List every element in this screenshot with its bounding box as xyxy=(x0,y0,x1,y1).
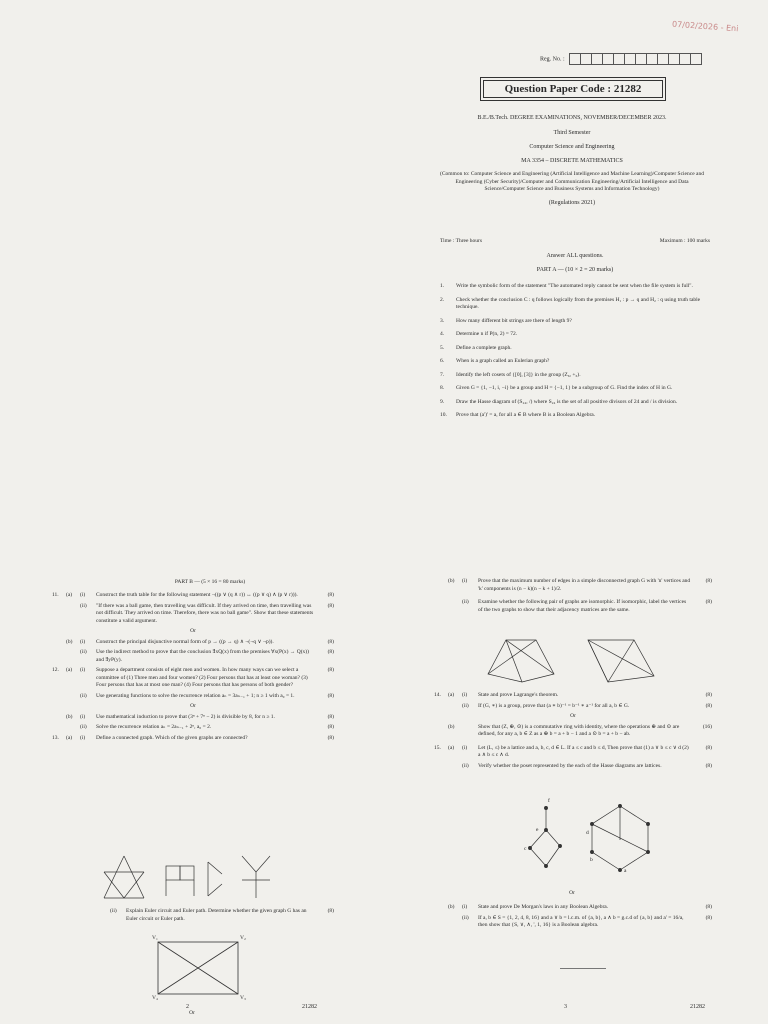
subject: MA 3354 – DISCRETE MATHEMATICS xyxy=(521,158,623,164)
time-marks-row xyxy=(440,238,710,246)
hasse-label-b: b xyxy=(590,857,593,863)
end-divider xyxy=(560,968,606,969)
part-b-title: PART B — (5 × 16 = 80 marks) xyxy=(174,579,246,585)
q12a-ii: (ii) Use generating functions to solve the recurrence relation aₙ = 3aₙ₋₁ + 1; n ≥ 1 with a₀ = 1. (8) xyxy=(80,692,334,699)
part-a-q2: 2. Check whether the conclusion C : q follows logically from the premises H₁ : p → q and H₂ : q using truth table technique. xyxy=(440,296,701,310)
isomorphic-graphs-figure xyxy=(484,636,664,686)
reg-no xyxy=(540,53,702,65)
part-a-q9: 9. Draw the Hasse diagram of (S₂₄, /) where S₂₄ is the set of all positive divisors of 24 and / is division. xyxy=(440,398,678,405)
hasse-label-c: c xyxy=(524,846,527,852)
q11b-ii: (ii) Use the indirect method to prove that the conclusion ∃xQ(x) from the premises ∀x(P(x) → Q(x)) and ∃yP(y). (8) xyxy=(80,649,334,663)
part-a-q8: 8. Given G = {1, −1, i, −i} be a group and H = {−1, 1} be a subgroup of G. Find the index of H in G. xyxy=(440,385,673,391)
q12a-i: 12. (a) (i) Suppose a department consists of eight men and women. In how many ways can we select a committee of (1) Three men and four women? (2) Four persons that has at least one woman? (3) Four persons that has at most one man? (4) Four persons that has persons of both gender? (8) xyxy=(52,667,334,688)
hasse-diagrams-figure xyxy=(520,800,660,880)
department: Computer Science and Engineering xyxy=(529,144,615,150)
right-questions-2 xyxy=(434,692,712,770)
q15b-ii: (ii) If a, b ∈ S = {1, 2, 4, 8, 16} and a ∨ b = l.c.m. of {a, b}, a ∧ b = g.c.d of {a, b} and a' = 16/a, then show that {S, ∨, ∧, ', 1, 16} is a Boolean algebra. (8) xyxy=(462,914,712,928)
q13a-ii: (ii) Explain Euler circuit and Euler path. Determine whether the given graph G has an Euler circuit or Euler path. (8) xyxy=(110,908,334,922)
right-questions-3 xyxy=(434,904,712,930)
or-5: Or xyxy=(569,890,575,896)
q11b-i: (b) (i) Construct the principal disjunctive normal form of p → ((p → q) ∧ ¬(¬q ∨ ¬p)). (8) xyxy=(66,638,334,645)
reg-no-label: Reg. No. : xyxy=(540,56,565,63)
part-a-q10: 10. Prove that (a')' = a, for all a ∈ B where B is a Boolean Algebra. xyxy=(440,412,596,418)
connectivity-graphs-figure xyxy=(96,852,296,904)
hasse-label-e: e xyxy=(536,827,539,833)
part-a-q5: 5. Define a complete graph. xyxy=(440,344,512,351)
q14a-ii: (ii) If (G, ∗) is a group, prove that (a ∗ b)⁻¹ = b⁻¹ ∗ a⁻¹ for all a, b ∈ G. (8) xyxy=(462,702,712,709)
part-a-q3: 3. How many different bit strings are there of length 9? xyxy=(440,317,572,324)
q14a-i: 14. (a) (i) State and prove Lagrange's theorem. (8) xyxy=(434,692,712,698)
exam-title: B.E./B.Tech. DEGREE EXAMINATIONS, NOVEMBER/DECEMBER 2023. xyxy=(477,115,667,121)
q12b-i: (b) (i) Use mathematical induction to prove that (3ⁿ + 7ⁿ − 2) is divisible by 8, for n ≥ 1. (8) xyxy=(66,713,334,720)
page-right-code: 21282 xyxy=(690,1004,705,1010)
euler-v3: V₃ xyxy=(240,995,246,1001)
q12b-ii: (ii) Solve the recurrence relation aₙ = 2aₙ₋₁ + 2ⁿ, a₀ = 2. (8) xyxy=(80,724,334,730)
page-left-code: 21282 xyxy=(302,1004,317,1010)
part-a-list xyxy=(440,283,712,420)
or-2: Or xyxy=(190,703,196,709)
q13b-ii: (ii) Examine whether the following pair of graphs are isomorphic. If isomorphic, label the vertices of the two graphs to show that their adjacency matrices are the same. (8) xyxy=(462,599,712,613)
page-left-num: 2 xyxy=(186,1004,189,1010)
part-a-q7: 7. Identify the left cosets of {[0], [3]} in the group (Z₆, +₆). xyxy=(440,371,581,378)
header-block xyxy=(440,114,704,207)
hasse-label-f: f xyxy=(548,798,550,804)
euler-v1: V₁ xyxy=(152,935,158,941)
part-a-q4: 4. Determine n if P(n, 2) = 72. xyxy=(440,331,518,337)
page-right-num: 3 xyxy=(564,1004,567,1010)
or-4: Or xyxy=(570,713,576,719)
euler-graph-figure xyxy=(150,934,250,1002)
common-to: (Common to: Computer Science and Engineering (Artificial Intelligence and Machine Learning)/Computer Science and Engineering (Cyber Security)/Computer and Communication Engineering/Artificial Intelligence and Data Science/Computer Science and Business Systems and Information Technology) xyxy=(440,171,704,192)
q13a-i: 13. (a) (i) Define a connected graph. Which of the given graphs are connected? (8) xyxy=(52,734,334,741)
q15b-i: (b) (i) State and prove De Morgan's laws in any Boolean Algebra. (8) xyxy=(448,904,712,910)
answer-all: Answer ALL questions. xyxy=(546,253,604,259)
max-marks: Maximum : 100 marks xyxy=(659,238,710,244)
question-paper-code: Question Paper Code : 21282 xyxy=(483,80,663,98)
part-a-title: PART A — (10 × 2 = 20 marks) xyxy=(536,267,614,273)
q14b: (b) Show that (Z, ⊕, ⊙) is a commutative ring with identity, where the operations ⊕ and ⊙ are defined, for any a, b ∈ Z as a ⊕ b = a + b − 1 and a ⊙ b = a + b − ab. (16) xyxy=(448,723,712,737)
q15a-ii: (ii) Verify whether the poset represented by the each of the Hasse diagrams are lattices. (8) xyxy=(462,762,712,769)
semester: Third Semester xyxy=(553,130,591,136)
hasse-label-a: a xyxy=(624,868,627,874)
handwritten-date: 07/02/2026 - Eni xyxy=(671,19,739,34)
or-3: Or xyxy=(189,1010,195,1016)
euler-v4: V₄ xyxy=(152,995,158,1001)
part-a-q6: 6. When is a graph called an Eulerian graph? xyxy=(440,358,550,364)
or-1: Or xyxy=(190,628,196,634)
reg-no-boxes xyxy=(570,56,702,62)
time: Time : Three hours xyxy=(440,238,483,244)
left-questions xyxy=(52,592,334,742)
q11a-i: 11. (a) (i) Construct the truth table for the following statement ¬((p ∨ (q ∧ r)) ↔ ((p ∨ q) ∧ (p ∨ r))). (8) xyxy=(52,592,334,598)
regulations: (Regulations 2021) xyxy=(548,199,596,206)
euler-v2: V₂ xyxy=(240,935,246,941)
part-a-q1: 1. Write the symbolic form of the statement "The automated reply cannot be sent when the file system is full". xyxy=(440,283,693,289)
q13b-i: (b) (i) Prove that the maximum number of edges in a simple disconnected graph G with 'n' vertices and 'k' components is (n − k)(n − k + 1)/2. (8) xyxy=(448,578,712,592)
q11a-ii: (ii) "If there was a ball game, then travelling was difficult. If they arrived on time, then travelling was not difficult. They arrived on time. Therefore, there was no ball game". Show that these statements constitute a valid argument. (8) xyxy=(80,602,334,624)
hasse-label-d: d xyxy=(586,830,589,836)
right-questions-1 xyxy=(434,578,712,614)
q15a-i: 15. (a) (i) Let (L, ≤) be a lattice and a, b, c, d ∈ L. If a ≤ c and b ≤ d, Then prove that (1) a ∨ b ≤ c ∨ d (2) a ∧ b ≤ c ∧ d. (8) xyxy=(434,744,712,758)
